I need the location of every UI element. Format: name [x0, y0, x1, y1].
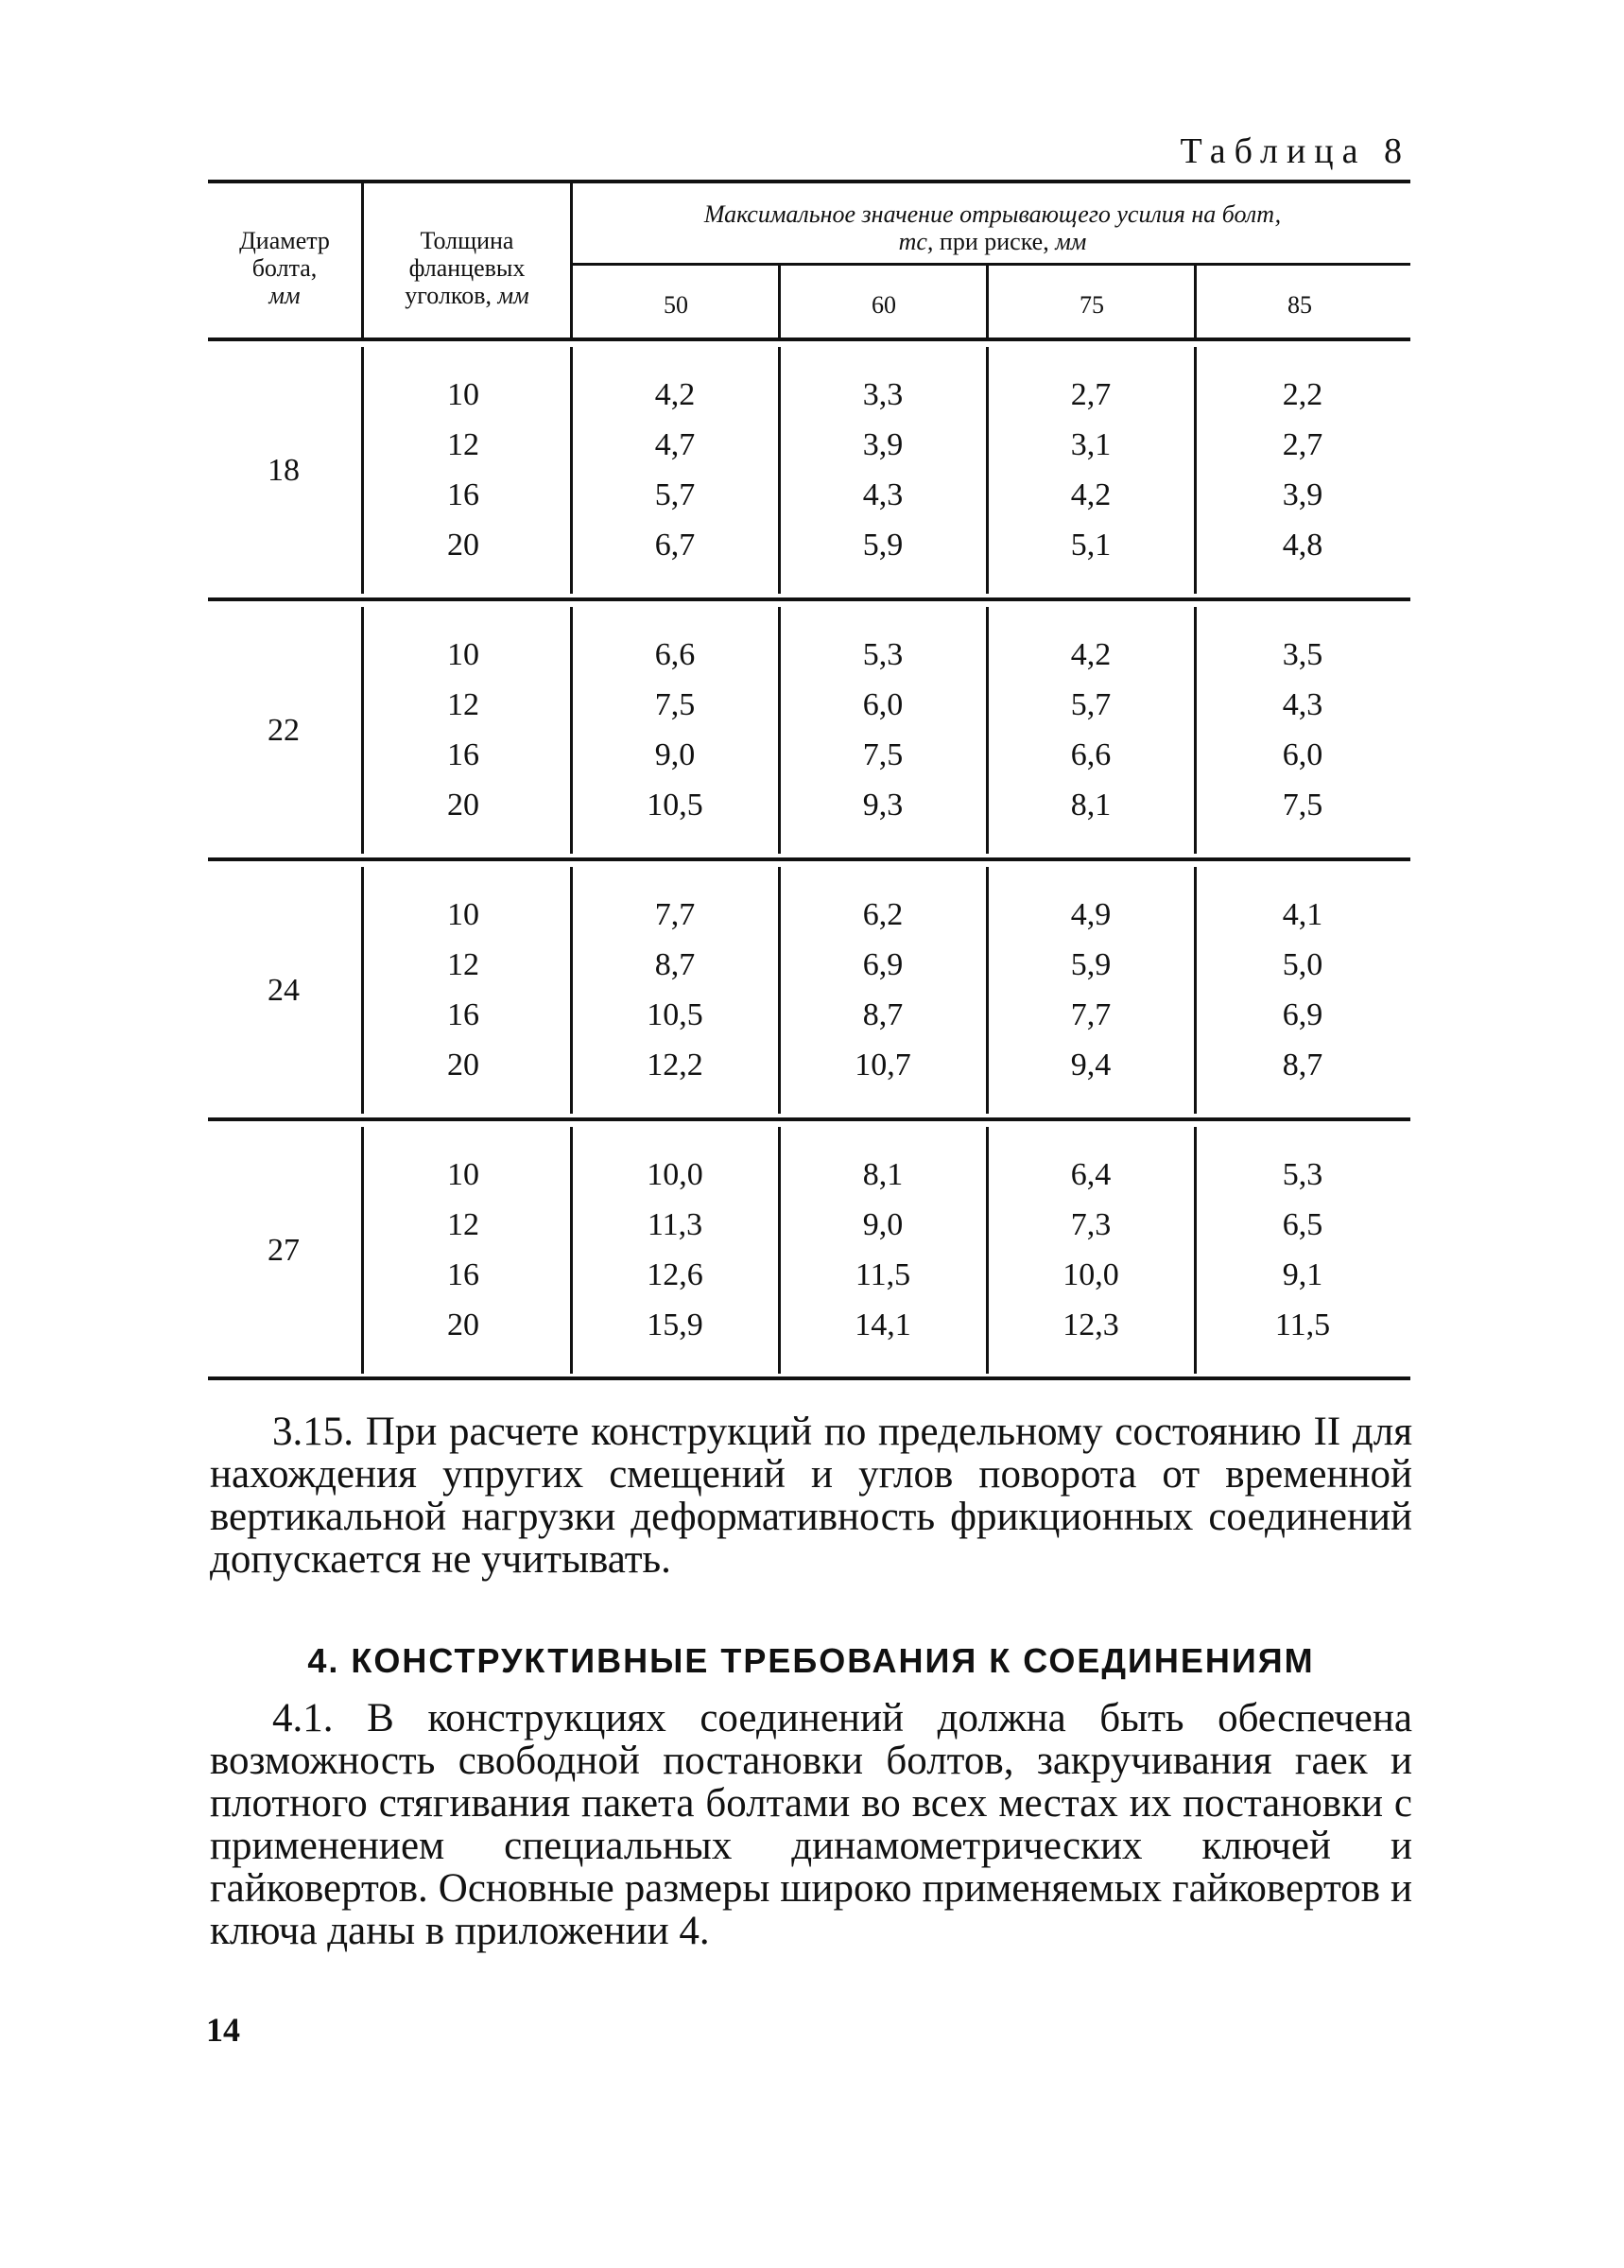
force-value-cell: 6,6 — [1070, 737, 1112, 772]
force-value-cell: 8,1 — [1070, 788, 1112, 822]
flange-thickness-cell: 16 — [447, 737, 479, 772]
force-value-cell: 3,1 — [1070, 427, 1112, 462]
force-value-cell: 6,0 — [1282, 737, 1323, 772]
force-value-cell: 4,7 — [654, 427, 696, 462]
flange-thickness-cell: 20 — [447, 1307, 479, 1342]
force-value-cell: 5,3 — [862, 637, 904, 672]
header-diameter-unit: мм — [268, 282, 301, 309]
paragraph-3-15 — [210, 1411, 1412, 1581]
flange-thickness-cell: 10 — [447, 637, 479, 672]
header-force-line1: Максимальное значение отрывающего усилия на болт, — [703, 200, 1282, 228]
table-top-rule — [208, 180, 1410, 183]
force-value-cell: 4,9 — [1070, 897, 1112, 932]
flange-thickness-cell: 12 — [447, 947, 479, 982]
bolt-diameter-cell: 24 — [268, 972, 300, 1008]
risk-85: 85 — [1287, 291, 1312, 319]
force-value-cell: 7,3 — [1070, 1207, 1112, 1242]
paragraph-4-1 — [210, 1697, 1412, 1952]
force-value-cell: 11,5 — [855, 1257, 911, 1292]
header-force — [575, 200, 1410, 255]
body-vrule — [778, 867, 781, 1114]
body-vrule — [986, 347, 989, 594]
flange-thickness-cell: 16 — [447, 997, 479, 1032]
force-value-cell: 3,3 — [862, 377, 904, 412]
body-vrule — [361, 867, 364, 1114]
force-value-cell: 3,9 — [862, 427, 904, 462]
force-value-cell: 8,1 — [862, 1157, 904, 1192]
paragraph-4-1-text: 4.1. В конструкциях соединений должна быть обеспечена возможность свободной постановки болтов, закручивания гаек и плотного стягивания пакета болтами во всех местах их постановки с применением специальных динамометрических ключей и гайковертов. Основные размеры широко применяемых гайковертов и ключа даны в приложении 4. — [210, 1696, 1412, 1953]
force-value-cell: 7,7 — [654, 897, 696, 932]
risk-50: 50 — [664, 291, 688, 319]
table-caption: Таблица 8 — [1180, 131, 1410, 171]
body-vrule — [361, 607, 364, 854]
force-value-cell: 6,9 — [862, 947, 904, 982]
force-value-cell: 4,3 — [862, 477, 904, 512]
risk-75: 75 — [1080, 291, 1104, 319]
force-value-cell: 8,7 — [654, 947, 696, 982]
force-value-cell: 4,1 — [1282, 897, 1323, 932]
force-value-cell: 9,1 — [1282, 1257, 1323, 1292]
force-value-cell: 5,7 — [1070, 687, 1112, 722]
body-vrule — [778, 347, 781, 594]
section-heading: 4. КОНСТРУКТИВНЫЕ ТРЕБОВАНИЯ К СОЕДИНЕНИЯМ — [307, 1641, 1315, 1680]
force-value-cell: 6,4 — [1070, 1157, 1112, 1192]
paragraph-3-15-text: 3.15. При расчете конструкций по предельному состоянию II для нахождения упругих смещений и углов поворота от временной вертикальной нагрузки деформативность фрикционных соединений допускается не учитывать. — [210, 1410, 1412, 1582]
bolt-diameter-cell: 27 — [268, 1232, 300, 1268]
header-thickness-line1: Толщина — [420, 227, 514, 254]
force-value-cell: 10,0 — [647, 1157, 703, 1192]
header-bottom-rule — [208, 338, 1410, 341]
force-value-cell: 12,6 — [647, 1257, 703, 1292]
force-value-cell: 2,7 — [1282, 427, 1323, 462]
flange-thickness-cell: 20 — [447, 788, 479, 822]
force-value-cell: 11,3 — [647, 1207, 703, 1242]
force-value-cell: 10,5 — [647, 997, 703, 1032]
force-value-cell: 4,8 — [1282, 528, 1323, 563]
force-value-cell: 6,6 — [654, 637, 696, 672]
table-bottom-rule — [208, 1376, 1410, 1380]
bolt-diameter-cell: 18 — [268, 452, 300, 488]
force-value-cell: 6,5 — [1282, 1207, 1323, 1242]
force-value-cell: 4,3 — [1282, 687, 1323, 722]
header-force-line2 — [575, 228, 1410, 255]
header-force-risk: при риске, — [939, 228, 1049, 255]
body-vrule — [986, 607, 989, 854]
force-value-cell: 15,9 — [647, 1307, 703, 1342]
flange-thickness-cell: 10 — [447, 897, 479, 932]
force-value-cell: 4,2 — [654, 377, 696, 412]
header-sub-rule — [572, 263, 1410, 266]
force-value-cell: 10,7 — [855, 1047, 911, 1082]
body-vrule — [1194, 347, 1197, 594]
body-vrule — [986, 867, 989, 1114]
force-value-cell: 4,2 — [1070, 477, 1112, 512]
force-value-cell: 2,2 — [1282, 377, 1323, 412]
group-separator-3 — [208, 1117, 1410, 1121]
body-vrule — [361, 347, 364, 594]
force-value-cell: 12,3 — [1063, 1307, 1119, 1342]
force-value-cell: 3,5 — [1282, 637, 1323, 672]
force-value-cell: 7,5 — [654, 687, 696, 722]
force-value-cell: 6,9 — [1282, 997, 1323, 1032]
header-thickness-line3 — [365, 282, 569, 309]
bolt-diameter-cell: 22 — [268, 712, 300, 748]
force-value-cell: 6,7 — [654, 528, 696, 563]
body-vrule — [1194, 867, 1197, 1114]
force-value-cell: 14,1 — [855, 1307, 911, 1342]
force-value-cell: 10,0 — [1063, 1257, 1119, 1292]
force-value-cell: 5,9 — [862, 528, 904, 563]
force-value-cell: 11,5 — [1274, 1307, 1331, 1342]
force-value-cell: 10,5 — [647, 788, 703, 822]
force-value-cell: 3,9 — [1282, 477, 1323, 512]
force-value-cell: 5,7 — [654, 477, 696, 512]
body-vrule — [570, 1127, 573, 1374]
force-value-cell: 4,2 — [1070, 637, 1112, 672]
group-separator-2 — [208, 857, 1410, 861]
force-value-cell: 7,5 — [862, 737, 904, 772]
body-vrule — [1194, 607, 1197, 854]
body-vrule — [778, 1127, 781, 1374]
force-value-cell: 8,7 — [862, 997, 904, 1032]
body-vrule — [778, 607, 781, 854]
force-value-cell: 9,0 — [862, 1207, 904, 1242]
flange-thickness-cell: 10 — [447, 377, 479, 412]
header-force-risk-unit: мм — [1055, 228, 1087, 255]
header-thickness-line2: фланцевых — [408, 254, 526, 282]
force-value-cell: 7,7 — [1070, 997, 1112, 1032]
body-vrule — [361, 1127, 364, 1374]
risk-60: 60 — [872, 291, 896, 319]
header-vrule-1 — [361, 183, 364, 338]
force-value-cell: 2,7 — [1070, 377, 1112, 412]
flange-thickness-cell: 16 — [447, 477, 479, 512]
force-value-cell: 12,2 — [647, 1047, 703, 1082]
force-value-cell: 6,2 — [862, 897, 904, 932]
header-diameter — [210, 227, 359, 309]
force-value-cell: 7,5 — [1282, 788, 1323, 822]
header-diameter-line1: Диаметр — [239, 227, 330, 254]
flange-thickness-cell: 12 — [447, 1207, 479, 1242]
group-separator-1 — [208, 597, 1410, 601]
header-thickness-unit: мм — [497, 282, 529, 309]
force-value-cell: 5,0 — [1282, 947, 1323, 982]
body-vrule — [570, 607, 573, 854]
force-value-cell: 6,0 — [862, 687, 904, 722]
flange-thickness-cell: 20 — [447, 528, 479, 563]
body-vrule — [570, 867, 573, 1114]
force-value-cell: 5,3 — [1282, 1157, 1323, 1192]
page-number: 14 — [206, 2011, 240, 2049]
header-thickness-word: уголков, — [405, 282, 492, 309]
force-value-cell: 5,9 — [1070, 947, 1112, 982]
body-vrule — [986, 1127, 989, 1374]
force-value-cell: 9,0 — [654, 737, 696, 772]
body-vrule — [1194, 1127, 1197, 1374]
body-vrule — [570, 347, 573, 594]
flange-thickness-cell: 12 — [447, 427, 479, 462]
flange-thickness-cell: 10 — [447, 1157, 479, 1192]
force-value-cell: 5,1 — [1070, 528, 1112, 563]
force-value-cell: 8,7 — [1282, 1047, 1323, 1082]
header-thickness — [365, 227, 569, 309]
flange-thickness-cell: 12 — [447, 687, 479, 722]
header-diameter-line2: болта, — [251, 254, 318, 282]
flange-thickness-cell: 16 — [447, 1257, 479, 1292]
force-value-cell: 9,3 — [862, 788, 904, 822]
header-force-unit: тс, — [898, 228, 934, 255]
flange-thickness-cell: 20 — [447, 1047, 479, 1082]
force-value-cell: 9,4 — [1070, 1047, 1112, 1082]
